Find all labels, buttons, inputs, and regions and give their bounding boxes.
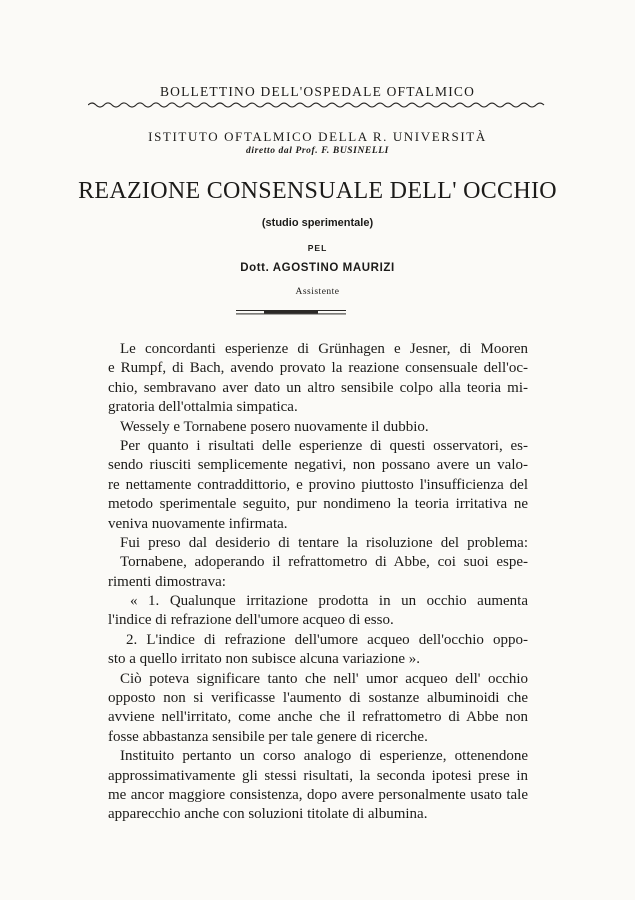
body-line: e Rumpf, di Bach, avendo provato la reazione consensuale dell'oc- [108, 360, 528, 377]
body-line: Fui preso dal desiderio di tentare la risoluzione del problema: [120, 534, 528, 551]
body-line: 2. L'indice di refrazione dell'umore acqueo dell'occhio oppo- [126, 631, 528, 648]
article-body [108, 340, 528, 825]
wavy-rule-divider [88, 100, 548, 110]
body-line: Wessely e Tornabene posero nuovamente il dubbio. [120, 418, 429, 435]
director-line: diretto dal Prof. F. BUSINELLI [246, 146, 389, 156]
author-name: Dott. AGOSTINO MAURIZI [240, 262, 395, 274]
body-line: opposto non si verificasse l'aumento di sostanze albuminoidi che [108, 690, 528, 707]
body-line: Instituito pertanto un corso analogo di esperienze, ottenendone [120, 748, 528, 765]
body-line: me ancor maggiore consistenza, dopo avere personalmente usato tale [108, 786, 528, 803]
body-line: veniva nuovamente infirmata. [108, 515, 288, 532]
body-line: metodo sperimentale seguito, pur nondimeno la teoria irritativa ne [108, 496, 528, 513]
body-line: Per quanto i risultati delle esperienze di questi osservatori, es- [120, 437, 528, 454]
body-line: apparecchio anche con soluzioni titolate di albumina. [108, 806, 428, 823]
body-line: « 1. Qualunque irritazione prodotta in un occhio aumenta [130, 593, 528, 610]
article-subtitle: (studio sperimentale) [261, 217, 374, 229]
body-line: Ciò poteva significare tanto che nell' umor acqueo dell' occhio [120, 670, 528, 687]
body-line: sendo riusciti semplicemente negativi, non possano avere un valo- [108, 457, 528, 474]
body-line: Tornabene, adoperando il refrattometro di Abbe, coi suoi espe- [120, 554, 528, 571]
institute-heading: ISTITUTO OFTALMICO DELLA R. UNIVERSITÀ [148, 129, 487, 144]
body-line: gratoria dell'ottalmia simpatica. [108, 399, 298, 416]
journal-running-head: BOLLETTINO DELL'OSPEDALE OFTALMICO [159, 84, 476, 99]
body-line: fosse abbastanza sensibile per tale genere di ricerche. [108, 728, 428, 745]
byline-per: PEL [307, 243, 328, 253]
author-role: Assistente [295, 287, 340, 297]
ornamental-rule [236, 308, 346, 316]
body-line: rimenti dimostrava: [108, 573, 226, 590]
body-line: l'indice di refrazione dell'umore acqueo di esso. [108, 612, 394, 629]
body-line: chio, sembravano aver dato un altro sensibile colpo alla teoria mi- [108, 379, 528, 396]
body-line: avviene nell'irritato, come anche che il refrattometro di Abbe non [108, 709, 528, 726]
body-line: sto a quello irritato non subisce alcuna variazione ». [108, 651, 420, 668]
article-title: REAZIONE CONSENSUALE DELL' OCCHIO [78, 178, 557, 204]
body-line: re nettamente contraddittorio, e provino piuttosto l'insufficienza del [108, 476, 528, 493]
body-line: approssimativamente gli stessi risultati, la seconda ipotesi prese in [108, 767, 528, 784]
body-line: Le concordanti esperienze di Grünhagen e Jesner, di Mooren [120, 341, 528, 357]
